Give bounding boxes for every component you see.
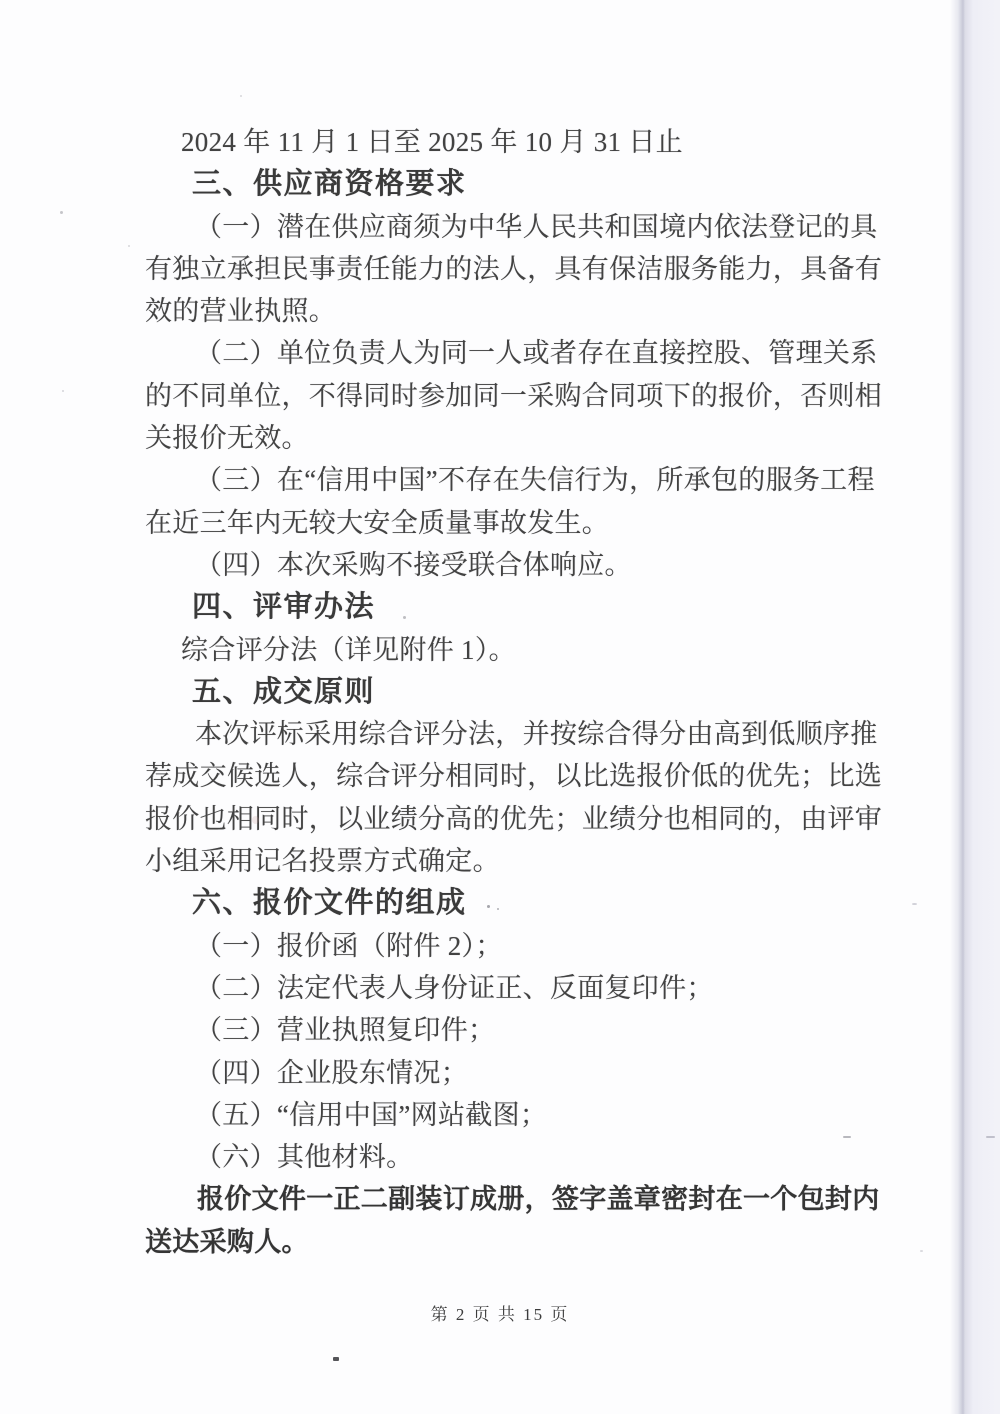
- list-item: （二）法定代表人身份证正、反面复印件；: [195, 972, 714, 1003]
- text-line: 荐成交候选人，综合评分相同时，以比选报价低的优先；比选: [145, 761, 883, 792]
- scan-speck: [986, 1136, 995, 1138]
- list-item: （六）其他材料。: [195, 1142, 414, 1173]
- emphasis-line: 报价文件一正二副装订成册，签字盖章密封在一个包封内: [197, 1184, 880, 1215]
- section-heading-6: 六、报价文件的组成: [192, 887, 467, 920]
- list-item: （三）营业执照复印件；: [195, 1015, 496, 1046]
- text-line: （二）单位负责人为同一人或者存在直接控股、管理关系: [195, 338, 878, 369]
- section-heading-3: 三、供应商资格要求: [192, 168, 467, 201]
- text-line: 的不同单位，不得同时参加同一采购合同项下的报价，否则相: [145, 380, 883, 411]
- list-item: （四）企业股东情况；: [195, 1057, 468, 1088]
- section-heading-4: 四、评审办法: [192, 591, 376, 624]
- scan-speck: [912, 903, 917, 905]
- list-item: （一）报价函（附件 2）；: [195, 930, 503, 961]
- scan-speck: [333, 1357, 339, 1361]
- text-line: 关报价无效。: [145, 423, 309, 454]
- text-line: 报价也相同时，以业绩分高的优先；业绩分也相同的，由评审: [145, 803, 883, 834]
- text-line: 本次评标采用综合评分法，并按综合得分由高到低顺序推: [195, 719, 878, 750]
- text-line: （四）本次采购不接受联合体响应。: [195, 549, 632, 580]
- text-line: （三）在“信用中国”不存在失信行为，所承包的服务工程: [195, 465, 875, 496]
- text-line: 有独立承担民事责任能力的法人，具有保洁服务能力，具备有: [145, 253, 883, 284]
- text-line: （一）潜在供应商须为中华人民共和国境内依法登记的具: [195, 211, 878, 242]
- page-number: 第 2 页 共 15 页: [430, 1305, 570, 1324]
- text-line: 效的营业执照。: [145, 296, 337, 327]
- section-heading-5: 五、成交原则: [192, 675, 376, 708]
- emphasis-line: 送达采购人。: [145, 1226, 309, 1257]
- scan-speck: [60, 211, 63, 214]
- text-line: 在近三年内无较大安全质量事故发生。: [145, 507, 610, 538]
- paper-edge-shadow: [950, 0, 1000, 1414]
- text-line: 综合评分法（详见附件 1）。: [181, 634, 516, 665]
- document-body: [145, 121, 890, 1263]
- list-item: （五）“信用中国”网站截图；: [195, 1099, 548, 1130]
- scan-speck: [240, 95, 242, 97]
- scan-speck: [920, 1250, 923, 1252]
- scan-speck: [62, 390, 64, 392]
- scan-speck: [128, 245, 130, 247]
- text-line: 小组采用记名投票方式确定。: [145, 846, 500, 877]
- date-range-line: 2024 年 11 月 1 日至 2025 年 10 月 31 日止: [181, 127, 683, 157]
